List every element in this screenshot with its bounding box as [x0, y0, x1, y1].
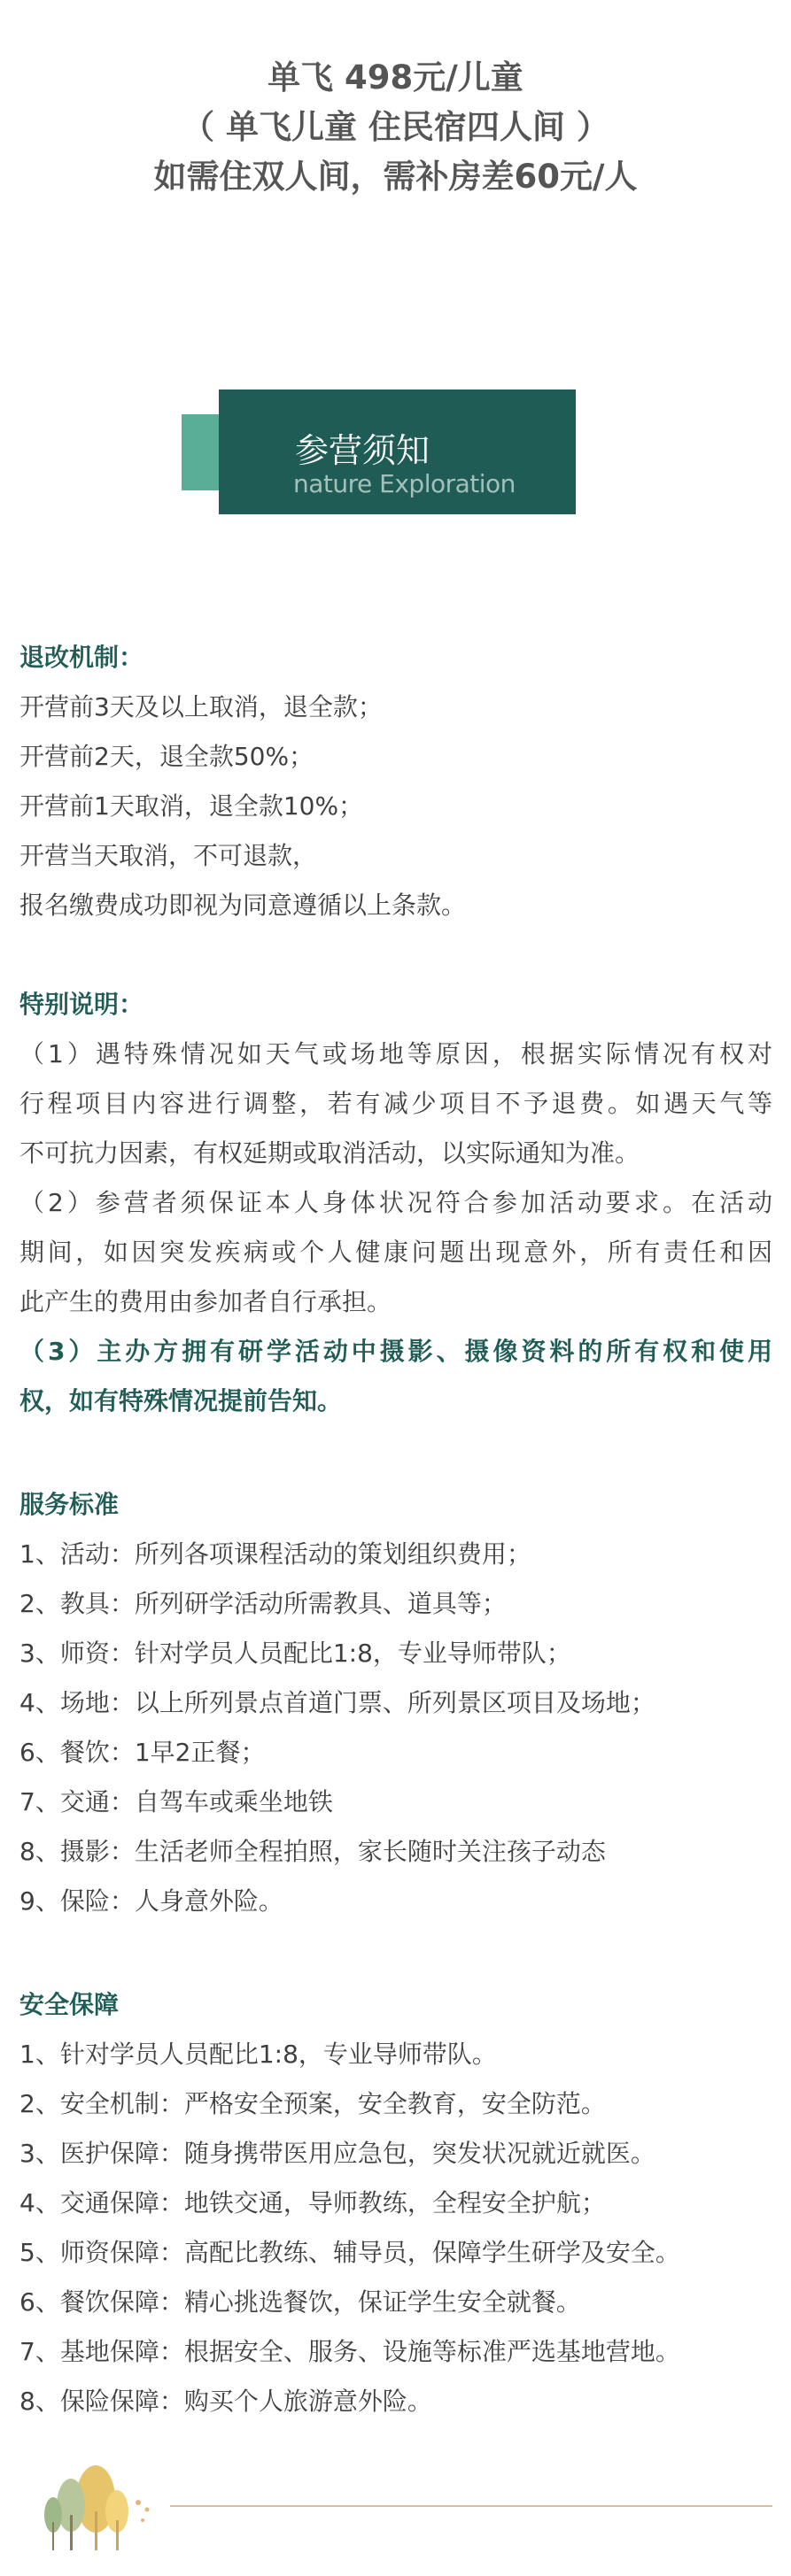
refund-line: 开营前3天及以上取消，退全款；	[19, 692, 383, 721]
trees-icon	[27, 2456, 159, 2554]
banner-subtitle: nature Exploration	[293, 469, 516, 498]
refund-line: 报名缴费成功即视为同意遵循以上条款。	[19, 891, 467, 920]
service-line: 6、餐饮：1早2正餐；	[19, 1738, 266, 1767]
refund-line: 开营前1天取消，退全款10%；	[19, 791, 364, 821]
price-block	[0, 53, 791, 202]
refund-section	[19, 633, 772, 930]
special-title: 特别说明：	[19, 990, 144, 1019]
banner-title: 参营须知	[295, 431, 430, 470]
special-section	[19, 980, 772, 1426]
service-section	[19, 1480, 772, 1926]
special-line-highlight: （3）主办方拥有研学活动中摄影、摄像资料的所有权和使用	[19, 1337, 772, 1366]
special-line-highlight: 权，如有特殊情况提前告知。	[19, 1386, 343, 1415]
safety-line: 7、基地保障：根据安全、服务、设施等标准严选基地营地。	[19, 2337, 680, 2366]
price-line-2: （ 单飞儿童 住民宿四人间 ）	[182, 108, 609, 146]
service-title: 服务标准	[19, 1490, 120, 1519]
footer-divider	[170, 2505, 772, 2507]
special-line: （2）参营者须保证本人身体状况符合参加活动要求。在活动	[19, 1188, 772, 1217]
safety-line: 3、医护保障：随身携带医用应急包，突发状况就近就医。	[19, 2139, 655, 2168]
service-line: 8、摄影：生活老师全程拍照，家长随时关注孩子动态	[19, 1837, 606, 1866]
service-line: 2、教具：所列研学活动所需教具、道具等；	[19, 1589, 507, 1618]
special-line: 此产生的费用由参加者自行承担。	[19, 1287, 392, 1316]
safety-section	[19, 1980, 772, 2426]
safety-line: 6、餐饮保障：精心挑选餐饮，保证学生安全就餐。	[19, 2287, 581, 2317]
service-line: 7、交通：自驾车或乘坐地铁	[19, 1787, 333, 1816]
special-line: 不可抗力因素，有权延期或取消活动，以实际通知为准。	[19, 1138, 640, 1168]
footer-decoration	[27, 2456, 771, 2554]
safety-line: 2、安全机制：严格安全预案，安全教育，安全防范。	[19, 2089, 606, 2118]
price-line-3: 如需住双人间，需补房差60元/人	[153, 158, 638, 196]
refund-line: 开营当天取消，不可退款，	[19, 841, 318, 870]
price-line-1: 单飞 498元/儿童	[268, 58, 523, 96]
refund-title: 退改机制：	[19, 643, 144, 672]
safety-line: 8、保险保障：购买个人旅游意外险。	[19, 2387, 432, 2416]
service-line: 4、场地：以上所列景点首道门票、所列景区项目及场地；	[19, 1688, 655, 1717]
special-line: （1）遇特殊情况如天气或场地等原因，根据实际情况有权对	[19, 1039, 772, 1068]
service-line: 9、保险：人身意外险。	[19, 1886, 283, 1916]
special-line: 期间，如因突发疾病或个人健康问题出现意外，所有责任和因	[19, 1238, 772, 1267]
safety-line: 1、针对学员人员配比1:8，专业导师带队。	[19, 2040, 497, 2069]
service-line: 3、师资：针对学员人员配比1:8，专业导师带队；	[19, 1639, 571, 1668]
service-line: 1、活动：所列各项课程活动的策划组织费用；	[19, 1539, 531, 1569]
special-line: 行程项目内容进行调整，若有减少项目不予退费。如遇天气等	[19, 1089, 772, 1118]
refund-line: 开营前2天，退全款50%；	[19, 742, 314, 771]
section-banner	[182, 389, 576, 518]
safety-line: 4、交通保障：地铁交通，导师教练，全程安全护航；	[19, 2188, 606, 2217]
safety-title: 安全保障	[19, 1990, 120, 2019]
safety-line: 5、师资保障：高配比教练、辅导员，保障学生研学及安全。	[19, 2238, 680, 2267]
